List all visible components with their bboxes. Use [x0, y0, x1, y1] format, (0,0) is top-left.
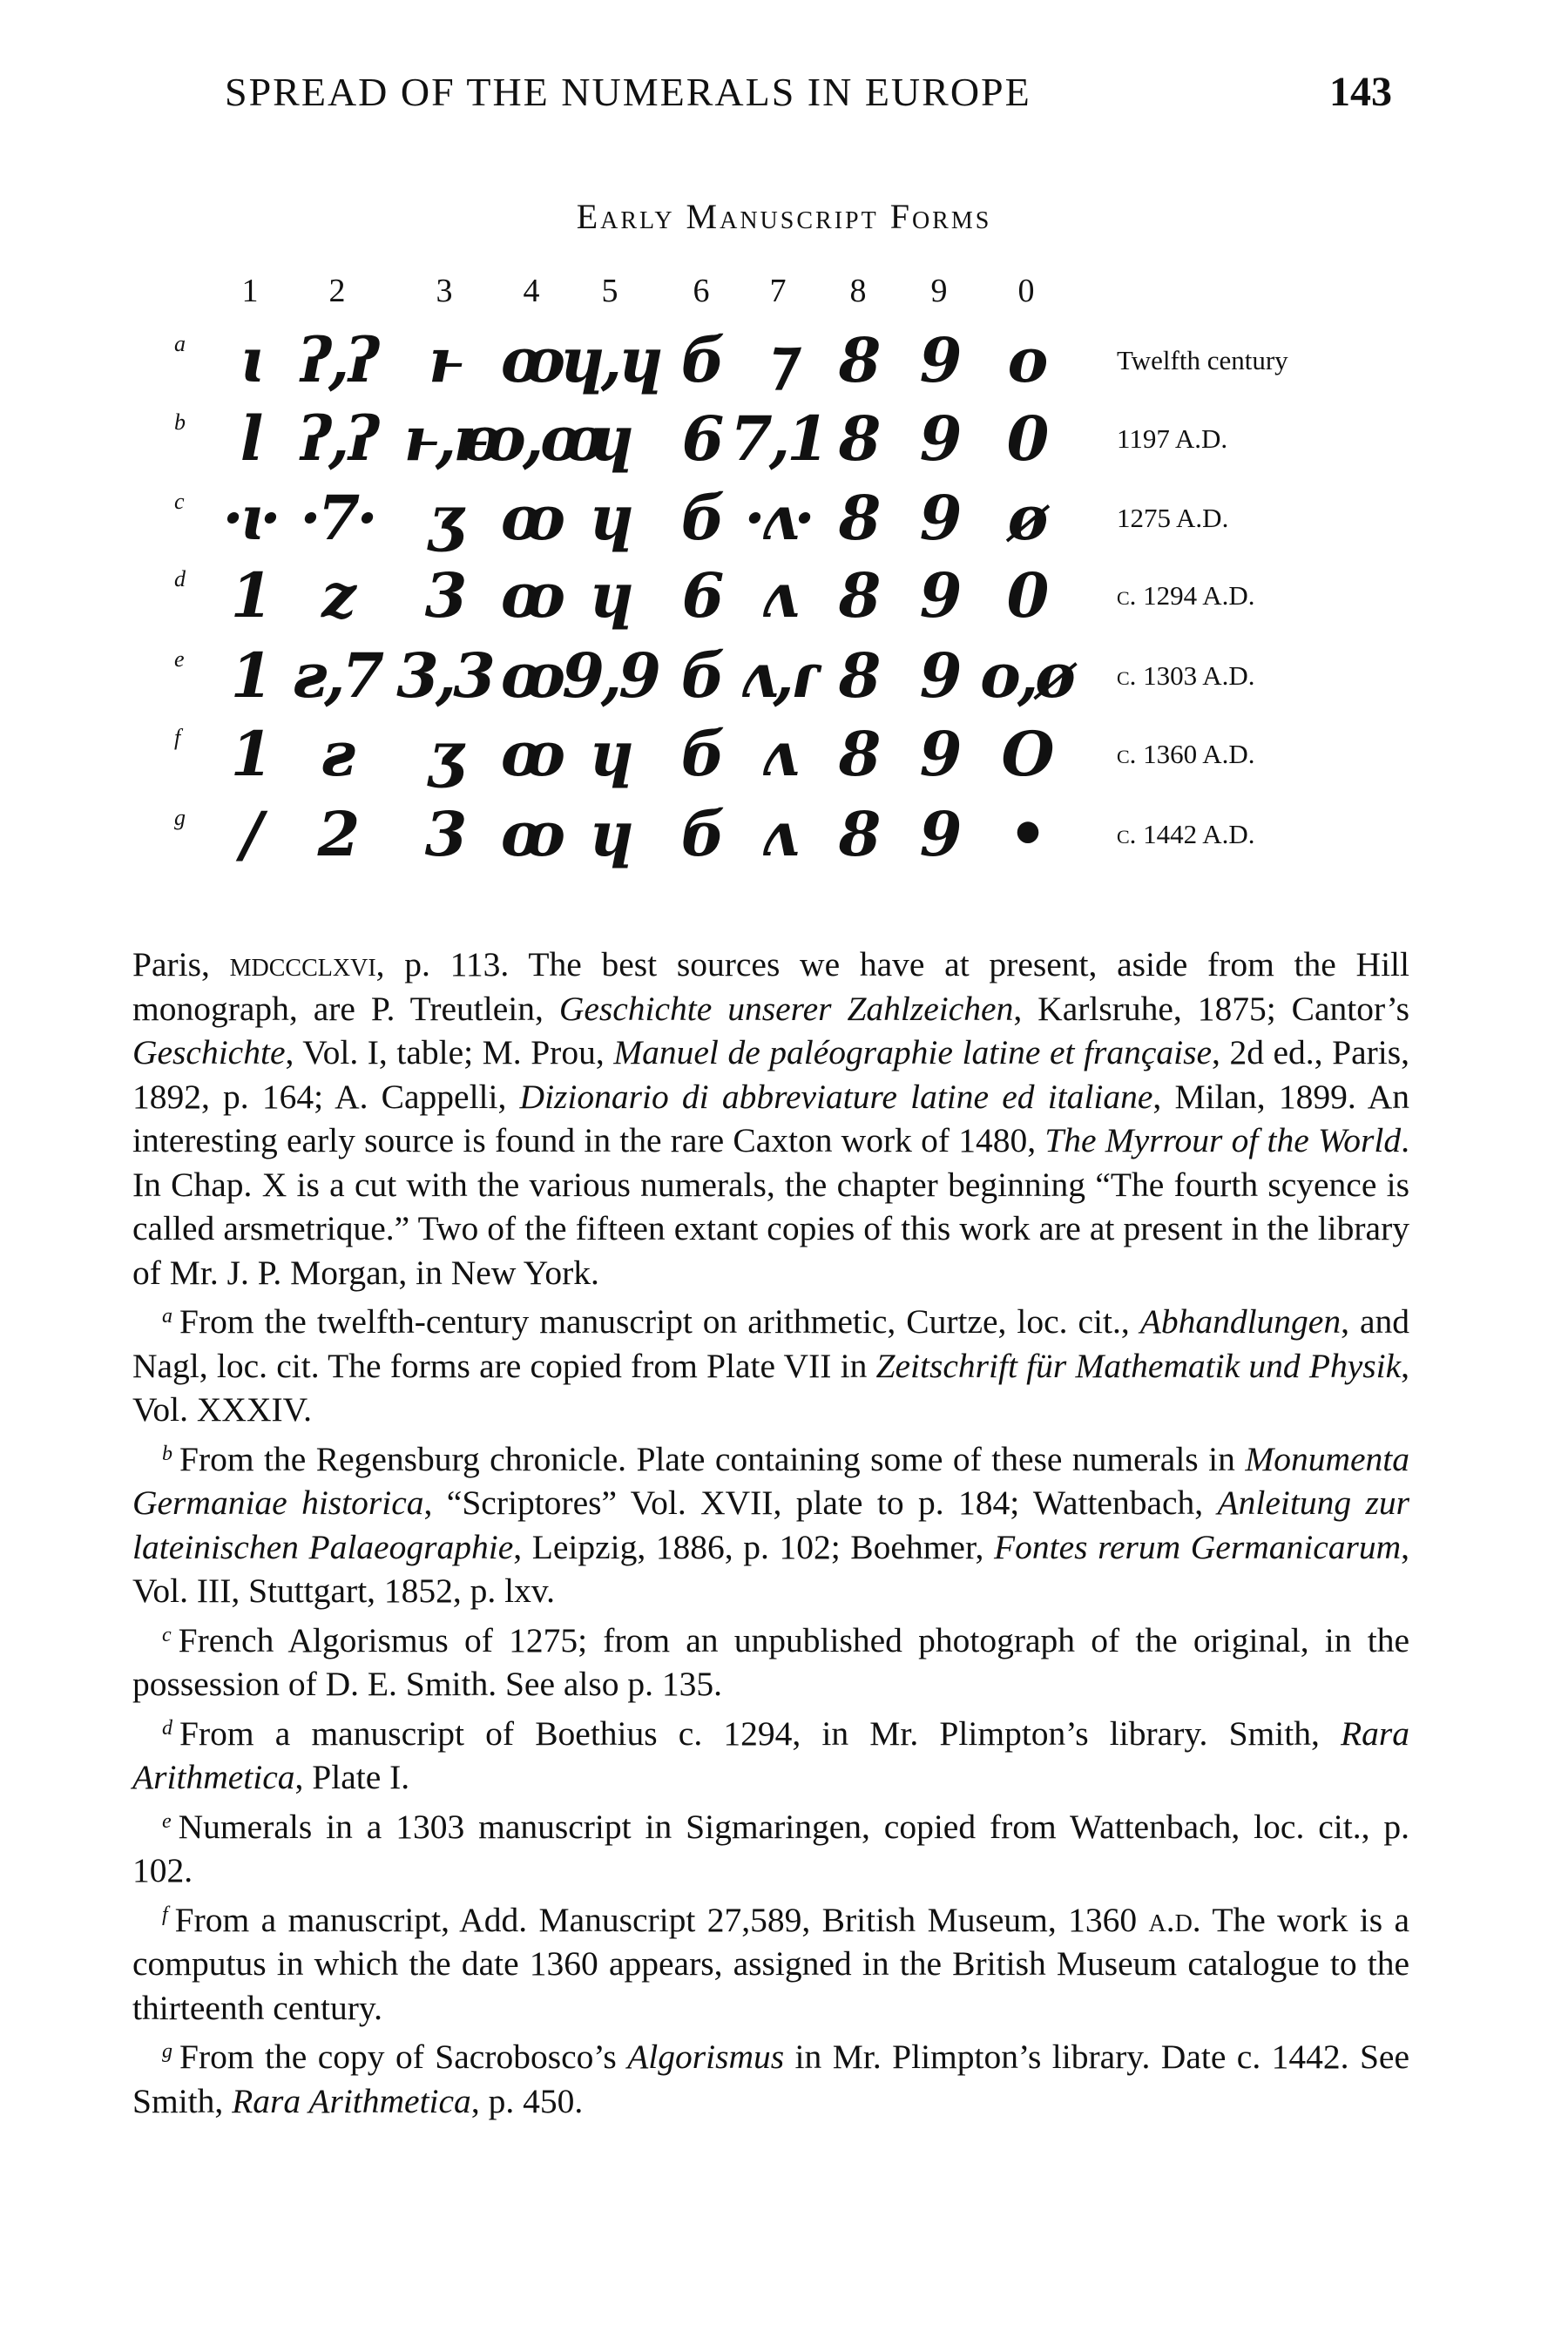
numeral-row-g	[0, 796, 1568, 873]
numeral-glyph: 9	[919, 482, 959, 554]
row-date-label: c. 1442 A.D.	[1117, 819, 1255, 849]
numeral-glyph: б	[680, 718, 722, 790]
numeral-glyph: ʌ,ɾ	[740, 639, 815, 712]
numeral-glyph: z	[321, 559, 353, 632]
numeral-glyph: б	[680, 639, 722, 712]
numeral-glyph: б	[680, 482, 722, 554]
numeral-glyph: 8	[838, 402, 878, 475]
row-date-label: c. 1294 A.D.	[1117, 580, 1255, 611]
body-text	[132, 943, 1409, 2123]
numeral-glyph: 8	[838, 482, 878, 554]
numeral-glyph: ʌ	[761, 559, 794, 632]
column-header-8: 8	[849, 273, 867, 309]
numeral-glyph: ɥ	[589, 798, 631, 870]
numeral-glyph: б	[680, 324, 722, 396]
numeral-table	[0, 0, 1568, 941]
footnote-a: $^a$ From the twelfth-century manuscript on arithmetic, Curtze, loc. cit., Abhandlungen, and Nagl, loc. cit. The forms are copied from Plate VII in Zeitschrift für Mathematik und Physik, Vol. XXXIV.	[132, 1302, 1410, 1429]
numeral-glyph: 1	[230, 559, 270, 632]
numeral-glyph: 0	[1006, 402, 1046, 475]
row-date-label: 1275 A.D.	[1117, 503, 1229, 533]
numeral-glyph: ʌ	[761, 718, 794, 790]
numeral-glyph: ɥ	[589, 718, 631, 790]
numeral-glyph: 8	[838, 798, 878, 870]
numeral-glyph: ʔ,ʔ	[298, 324, 376, 396]
running-title: SPREAD OF THE NUMERALS IN EUROPE	[225, 70, 1031, 114]
numeral-glyph: ꝏ	[500, 559, 563, 632]
numeral-glyph: 9	[919, 324, 959, 396]
numeral-glyph: 3,3	[396, 639, 492, 712]
row-letter: a	[174, 331, 186, 356]
numeral-glyph: 8	[838, 559, 878, 632]
numeral-glyph: б	[680, 798, 722, 870]
numeral-glyph: 7,1	[730, 402, 826, 475]
numeral-glyph: 3	[424, 559, 464, 632]
numeral-glyph: ɥ	[589, 402, 631, 475]
figure-title: Early Manuscript Forms	[576, 197, 992, 236]
numeral-glyph: 9	[919, 718, 959, 790]
row-letter: b	[174, 409, 186, 435]
footnote-e: $^e$ Numerals in a 1303 manuscript in Sigmaringen, copied from Wattenbach, loc. cit., p. 102.	[132, 1807, 1409, 1889]
column-header-2: 2	[328, 273, 346, 309]
numeral-glyph: ⁊	[764, 324, 792, 396]
numeral-glyph: ⱶ	[428, 324, 461, 396]
column-header-6: 6	[693, 273, 710, 309]
numeral-glyph: ꝏ	[500, 639, 563, 712]
footnote-c: $^c$ French Algorismus of 1275; from an unpublished photograph of the original, in the possession of D. E. Smith. See also p. 135.	[132, 1620, 1409, 1703]
footnote-b: $^b$ From the Regensburg chronicle. Plate containing some of these numerals in Monumenta Germaniae historica, “Scriptores” Vol. XVII, plate to p. 184; Wattenbach, Anleitung zur lateinischen Palaeographie, Leipzig, 1886, p. 102; Boehmer, Fontes rerum Germanicarum, Vol. III, Stuttgart, 1852, p. lxv.	[132, 1439, 1409, 1610]
paragraph-continuation: Paris, mdccclxvi, p. 113. The best sources we have at present, aside from the Hill monograph, are P. Treutlein, Geschichte unserer Zahlzeichen, Karlsruhe, 1875; Cantor’s Geschichte, Vol. I, table; M. Prou, Manuel de paléographie latine et française, 2d ed., Paris, 1892, p. 164; A. Cappelli, Dizionario di abbreviature latine ed italiane, Milan, 1899. An interesting early source is found in the rare Caxton work of 1480, The Myrrour of the World. In Chap. X is a cut with the various numerals, the chapter beginning “The fourth scyence is called arsmetrique.” Two of the fifteen extant copies of this work are at present in the library of Mr. J. P. Morgan, in New York.	[132, 945, 1409, 1292]
row-date-label: c. 1303 A.D.	[1117, 660, 1255, 691]
numeral-glyph: ꝏ	[500, 324, 563, 396]
column-header-9: 9	[930, 273, 948, 309]
numeral-glyph: ʒ	[429, 482, 460, 554]
row-letter: c	[174, 489, 185, 514]
page-number: 143	[1329, 69, 1392, 115]
numeral-glyph: ꝏ	[500, 482, 563, 554]
numeral-glyph: 9,9	[562, 639, 658, 712]
numeral-glyph: ʔ,ʔ	[298, 402, 376, 475]
numeral-glyph: 6	[681, 402, 721, 475]
numeral-glyph: 8	[838, 718, 878, 790]
row-date-label: Twelfth century	[1117, 345, 1288, 375]
numeral-glyph: ꝏ,ꝏ	[461, 402, 602, 475]
numeral-glyph: •	[1008, 798, 1044, 870]
footnote-f: $^f$ From a manuscript, Add. Manuscript 27,589, British Museum, 1360 a.d. The work is a computus in which the date 1360 appears, assigned in the British Museum catalogue to the thirteenth century.	[132, 1900, 1409, 2027]
row-letter: d	[174, 566, 186, 591]
numeral-glyph: ʒ	[429, 718, 460, 790]
numeral-glyph: O	[1001, 718, 1051, 790]
numeral-glyph: 6	[681, 559, 721, 632]
column-header-7: 7	[769, 273, 787, 309]
row-date-label: 1197 A.D.	[1117, 423, 1228, 454]
numeral-glyph: 1	[230, 718, 270, 790]
numeral-glyph: ·ʌ·	[744, 482, 812, 554]
numeral-glyph: 9	[919, 402, 959, 475]
numeral-glyph: ·7·	[300, 482, 375, 554]
footnote-g: $^g$ From the copy of Sacrobosco’s Algorismus in Mr. Plimpton’s library. Date c. 1442. See Smith, Rara Arithmetica, p. 450.	[132, 2038, 1409, 2120]
numeral-glyph: ɥ,ɥ	[559, 324, 660, 396]
column-header-3: 3	[436, 273, 453, 309]
numeral-glyph: ⱶ,ⱶ	[403, 402, 485, 475]
numeral-glyph: 0	[1006, 559, 1046, 632]
numeral-glyph: 2	[317, 798, 357, 870]
column-header-4: 4	[523, 273, 540, 309]
numeral-row-d	[0, 558, 1568, 634]
numeral-glyph: 8	[838, 324, 878, 396]
row-letter: e	[174, 646, 185, 672]
numeral-glyph: 9	[919, 798, 959, 870]
row-date-label: c. 1360 A.D.	[1117, 739, 1255, 769]
numeral-glyph: ƨ	[321, 718, 353, 790]
numeral-row-e	[0, 638, 1568, 714]
numeral-glyph: ɩ	[240, 324, 260, 396]
row-letter: f	[174, 725, 181, 750]
numeral-glyph: /	[240, 798, 260, 870]
footnote-d: $^d$ From a manuscript of Boethius c. 1294, in Mr. Plimpton’s library. Smith, Rara Arithmetica, Plate I.	[132, 1713, 1409, 1796]
numeral-glyph: ɥ	[589, 482, 631, 554]
numeral-glyph: ·ɩ·	[222, 482, 278, 554]
numeral-glyph: l	[240, 402, 260, 475]
numeral-glyph: ꝏ	[500, 718, 563, 790]
numeral-row-a	[0, 322, 1568, 399]
numeral-glyph: ʌ	[761, 798, 794, 870]
column-header-0: 0	[1017, 273, 1035, 309]
numeral-glyph: o	[1007, 324, 1045, 396]
column-header-1: 1	[241, 273, 259, 309]
numeral-glyph: ø	[1007, 482, 1045, 554]
numeral-row-c	[0, 480, 1568, 557]
numeral-row-f	[0, 716, 1568, 793]
numeral-glyph: 9	[919, 639, 959, 712]
numeral-glyph: o,ø	[980, 639, 1072, 712]
numeral-glyph: ɥ	[589, 559, 631, 632]
numeral-row-b	[0, 401, 1568, 477]
numeral-glyph: 9	[919, 559, 959, 632]
numeral-glyph: ƨ,7	[293, 639, 382, 712]
row-letter: g	[174, 805, 186, 830]
numeral-glyph: 8	[838, 639, 878, 712]
numeral-glyph: 1	[230, 639, 270, 712]
numeral-glyph: ꝏ	[500, 798, 563, 870]
column-header-5: 5	[601, 273, 618, 309]
numeral-glyph: 3	[424, 798, 464, 870]
